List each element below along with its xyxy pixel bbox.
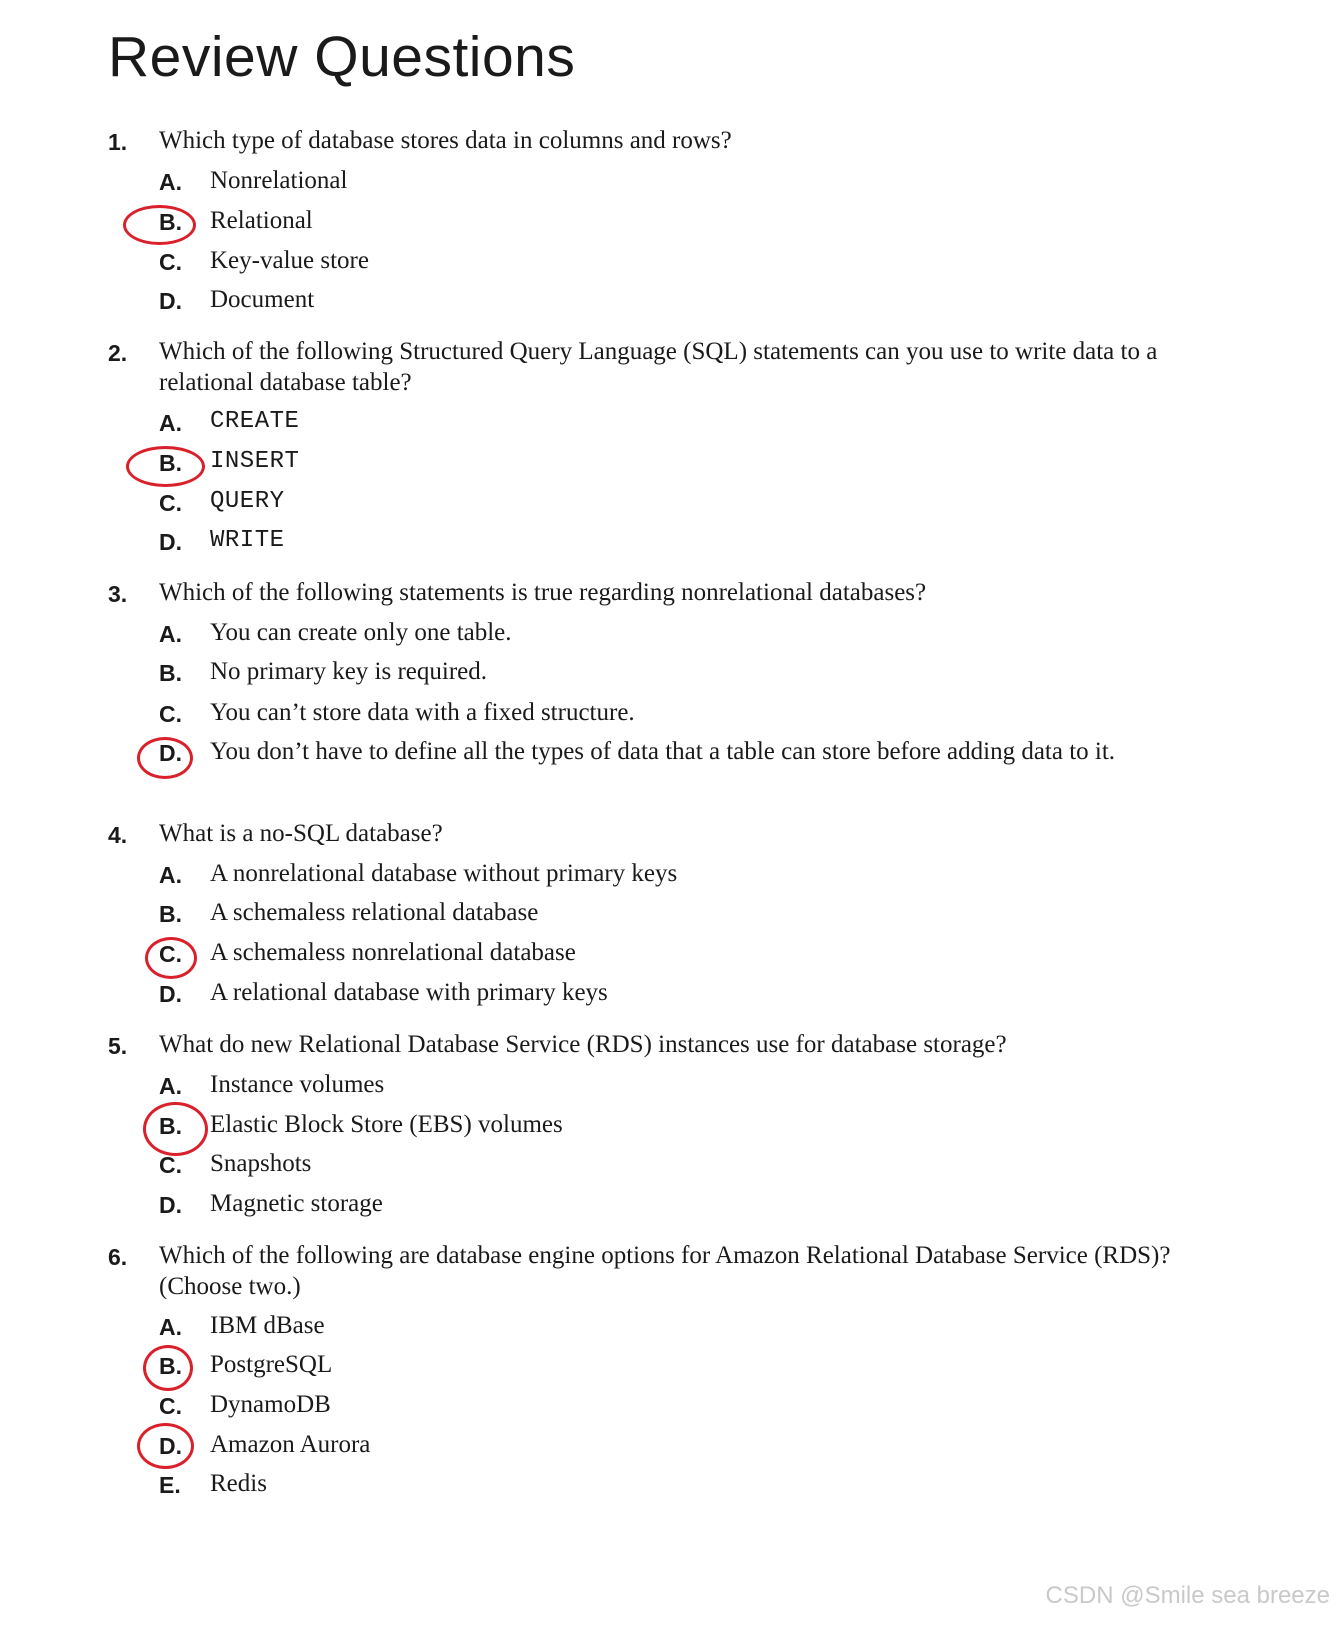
option-letter: C. [159, 1152, 182, 1178]
question-text: Which type of database stores data in columns and rows? [159, 127, 732, 154]
option-text: You don’t have to define all the types of data that a table can store before adding data to it. [210, 738, 1116, 765]
option-letter: B. [159, 660, 182, 686]
option-text: Redis [210, 1470, 267, 1497]
answer-circle-q6d [137, 1423, 194, 1469]
question-text: What do new Relational Database Service (RDS) instances use for database storage? [159, 1031, 1007, 1058]
answer-circle-q2 [126, 446, 205, 487]
question-number: 3. [108, 581, 128, 607]
option-text: No primary key is required. [210, 658, 488, 685]
option-text: Amazon Aurora [210, 1431, 371, 1458]
option-letter: B. [159, 450, 182, 476]
option-text: A relational database with primary keys [210, 979, 608, 1006]
answer-circle-q6b [143, 1345, 193, 1391]
option-text: INSERT [210, 448, 300, 475]
option-letter: C. [159, 490, 182, 516]
option-letter: D. [159, 981, 182, 1007]
question-number: 5. [108, 1033, 128, 1059]
option-text: Magnetic storage [210, 1190, 383, 1217]
option-letter: E. [159, 1472, 181, 1498]
option-letter: A. [159, 621, 182, 647]
option-text: Relational [210, 207, 313, 234]
option-letter: D. [159, 740, 182, 766]
option-letter: A. [159, 1073, 182, 1099]
option-text: PostgreSQL [210, 1351, 333, 1378]
option-letter: B. [159, 1353, 182, 1379]
question-number: 4. [108, 822, 128, 848]
option-text: Document [210, 286, 315, 313]
option-letter: D. [159, 1192, 182, 1218]
option-text: IBM dBase [210, 1312, 325, 1339]
option-letter: B. [159, 901, 182, 927]
option-text: Snapshots [210, 1150, 312, 1177]
watermark: CSDN @Smile sea breeze [1045, 1582, 1330, 1609]
option-letter: C. [159, 1393, 182, 1419]
page-title: Review Questions [108, 25, 576, 89]
option-letter: C. [159, 249, 182, 275]
option-letter: B. [159, 1113, 182, 1139]
option-text: Instance volumes [210, 1071, 385, 1098]
option-text: QUERY [210, 488, 285, 515]
option-letter: C. [159, 701, 182, 727]
option-letter: C. [159, 941, 182, 967]
option-letter: A. [159, 1314, 182, 1340]
option-text: Elastic Block Store (EBS) volumes [210, 1111, 563, 1138]
option-text: DynamoDB [210, 1391, 331, 1418]
question-text: Which of the following Structured Query Language (SQL) statements can you use to write data to a relational database table? [159, 338, 1158, 396]
answer-circle-q3 [137, 737, 193, 779]
option-text: Nonrelational [210, 167, 348, 194]
question-number: 6. [108, 1244, 128, 1270]
option-letter: D. [159, 529, 182, 555]
option-letter: A. [159, 410, 182, 436]
question-text: Which of the following are database engine options for Amazon Relational Database Service (RDS)? (Choose two.) [159, 1242, 1171, 1300]
option-text: A schemaless nonrelational database [210, 939, 576, 966]
answer-circle-q4 [145, 937, 197, 979]
option-letter: D. [159, 1433, 182, 1459]
answer-circle-q1 [123, 205, 196, 245]
option-text: WRITE [210, 527, 285, 554]
option-letter: A. [159, 862, 182, 888]
option-letter: A. [159, 169, 182, 195]
question-number: 2. [108, 340, 128, 366]
option-text: You can’t store data with a fixed structure. [210, 699, 635, 726]
option-text: A nonrelational database without primary keys [210, 860, 678, 887]
option-letter: B. [159, 209, 182, 235]
option-text: A schemaless relational database [210, 899, 539, 926]
option-text: You can create only one table. [210, 619, 512, 646]
option-letter: D. [159, 288, 182, 314]
question-text: Which of the following statements is true regarding nonrelational databases? [159, 579, 927, 606]
answer-circle-q5 [143, 1102, 208, 1156]
option-text: Key-value store [210, 247, 369, 274]
question-text: What is a no-SQL database? [159, 820, 443, 847]
option-text: CREATE [210, 408, 300, 435]
question-number: 1. [108, 129, 128, 155]
